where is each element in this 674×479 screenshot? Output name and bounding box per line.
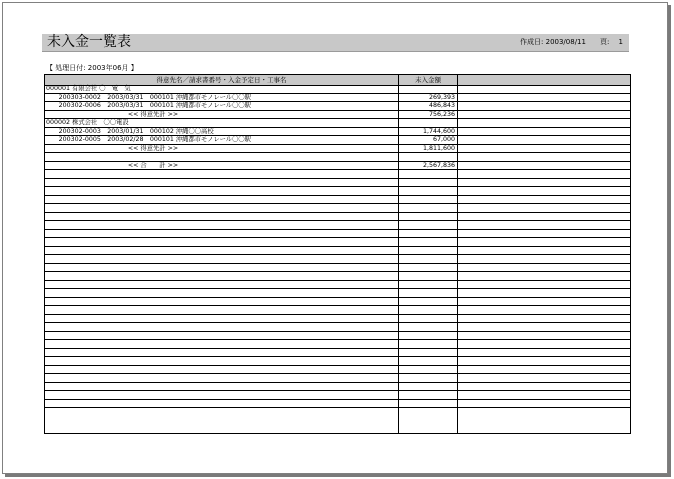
row-text: 000001 有限会社 〇 電 気 — [46, 85, 131, 92]
row-amount: 269,393 — [428, 93, 455, 101]
table-row-empty — [45, 255, 630, 264]
table-row — [45, 94, 630, 103]
table-row-empty — [45, 264, 630, 273]
row-text: 200302-0005 2003/02/28 000101 沖縄都市モノレール〇〇駅 — [46, 136, 251, 143]
row-text: 000002 株式会社 〇〇電設 — [46, 119, 129, 126]
table-row-empty — [45, 204, 630, 213]
report-title: 未入金一覧表 — [47, 34, 131, 50]
table-row — [45, 162, 630, 171]
row-amount: 756,236 — [428, 110, 455, 118]
row-amount: 67,000 — [432, 136, 455, 143]
table-row-empty — [45, 247, 630, 256]
table-row — [45, 136, 630, 145]
row-amount: 1,811,600 — [422, 144, 455, 152]
table-row-empty — [45, 196, 630, 205]
table-row-empty — [45, 400, 630, 409]
table-row-empty — [45, 289, 630, 298]
table-row-empty — [45, 357, 630, 366]
column-divider — [398, 75, 399, 433]
row-amount: 2,567,836 — [422, 161, 455, 169]
table-row-empty — [45, 298, 630, 307]
row-amount: 486,843 — [428, 102, 455, 109]
row-text: << 合 計 >> — [46, 161, 179, 169]
row-text: 200302-0003 2003/01/31 000102 沖縄〇〇高校 — [46, 127, 214, 135]
row-text: 200302-0006 2003/03/31 000101 沖縄都市モノレール〇〇駅 — [46, 102, 251, 109]
row-text: 200303-0002 2003/03/31 000101 沖縄都市モノレール〇〇駅 — [46, 93, 251, 101]
table-row-empty — [45, 323, 630, 332]
created-date: 作成日: 2003/08/11 頁: 1 — [520, 38, 623, 46]
column-divider — [457, 75, 458, 433]
table-row-empty — [45, 230, 630, 239]
table-row-empty — [45, 332, 630, 341]
table-row-empty — [45, 170, 630, 179]
table-row — [45, 145, 630, 154]
row-text: << 得意先計 >> — [46, 144, 179, 152]
header-customer: 得意先名／請求書番号・入金予定日・工事名 — [156, 76, 287, 84]
header-amount: 未入金額 — [415, 76, 441, 84]
table-row-empty — [45, 221, 630, 230]
title-bar — [42, 34, 629, 52]
table-row-empty — [45, 315, 630, 324]
table-row-empty — [45, 306, 630, 315]
table-row-empty — [45, 340, 630, 349]
table-row-empty — [45, 391, 630, 400]
table-row-empty — [45, 238, 630, 247]
table-row-empty — [45, 349, 630, 358]
table-row-empty — [45, 383, 630, 392]
table-row — [45, 111, 630, 120]
table-row-empty — [45, 179, 630, 188]
unpaid-table — [44, 74, 631, 434]
table-row — [45, 153, 630, 162]
table-row-empty — [45, 366, 630, 375]
table-row-empty — [45, 272, 630, 281]
table-row — [45, 102, 630, 111]
table-row — [45, 128, 630, 137]
table-row-empty — [45, 374, 630, 383]
row-text: << 得意先計 >> — [46, 110, 179, 118]
table-row-empty — [45, 187, 630, 196]
table-row — [45, 119, 630, 128]
row-amount: 1,744,600 — [422, 127, 455, 135]
processing-date: 【 処理日付: 2003年06月 】 — [46, 64, 138, 72]
table-row — [45, 85, 630, 94]
table-row-empty — [45, 281, 630, 290]
table-row-empty — [45, 213, 630, 222]
